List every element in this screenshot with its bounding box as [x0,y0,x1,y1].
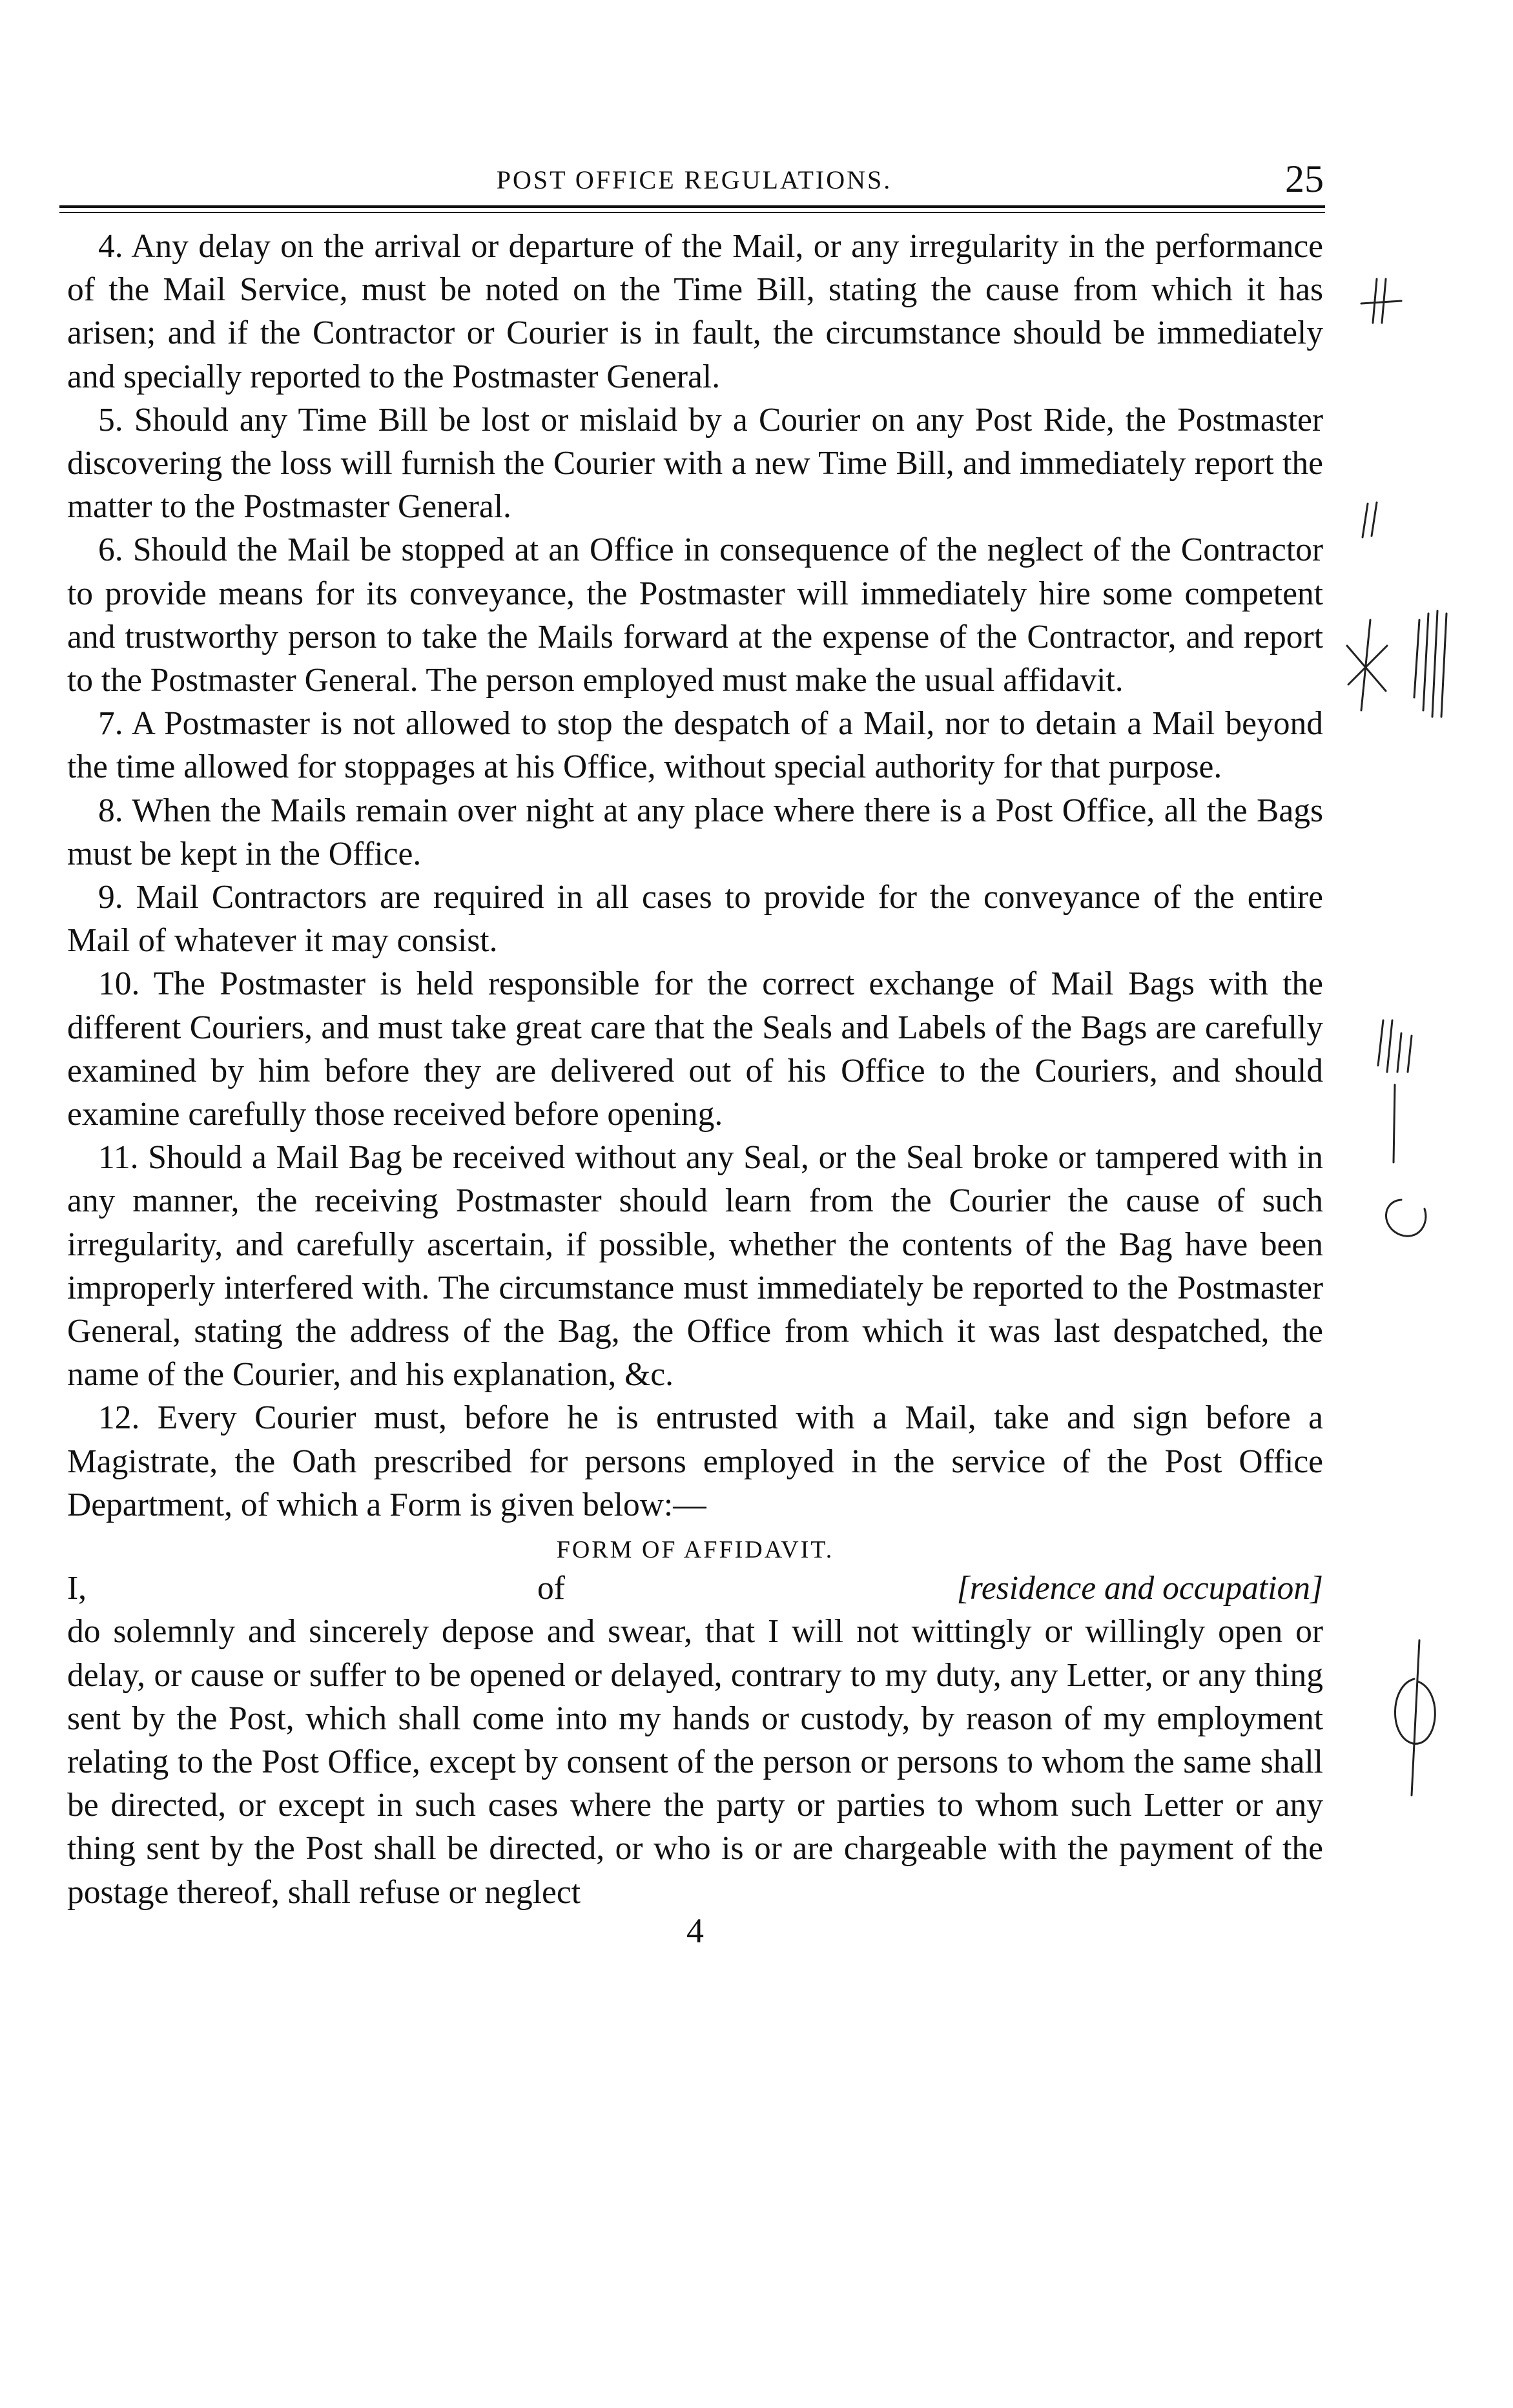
paragraph-6: 6. Should the Mail be stopped at an Office in consequence of the neglect of the Contractor to provide means for its conveyance, the Postmaster will immediately hire some competent and trustworthy person to take the Mails forward at the expense of the Contractor, and report to the Postmaster General. The person employed must make the usual affidavit. [67,531,1323,699]
tally-mark-icon [1361,279,1401,323]
paragraph-10: 10. The Postmaster is held responsible for the correct exchange of Mail Bags with the different Couriers, and must take great care that the Seals and Labels of the Bags are carefully examined by him before they are delivered out of his Office to the Couriers, and should examine carefully those received before opening. [67,965,1323,1133]
tally-mark-icon [1363,502,1377,537]
paragraph-4: 4. Any delay on the arrival or departure of the Mail, or any irregularity in the performance of the Mail Service, must be noted on the Time Bill, stating the cause from which it has arisen; and if the Contractor or Courier is in fault, the circumstance should be immediately and specially reported to the Postmaster General. [67,228,1323,395]
paragraph-12: 12. Every Courier must, before he is entrusted with a Mail, take and sign before a Magistrate, the Oath prescribed for persons employed in the service of the Post Office Department, of which a Form is given below:— [67,1399,1323,1523]
header-rule-thin [59,212,1325,213]
paragraph-5: 5. Should any Time Bill be lost or mislaid by a Courier on any Post Ride, the Postmaster discovering the loss will furnish the Courier with a new Time Bill, and immediately report the matter to the Postmaster General. [67,401,1323,526]
affidavit-residence: [residence and occupation] [956,1570,1323,1607]
tally-mark-icon [1378,1020,1412,1162]
body-text [67,225,1323,1950]
cross-tally-mark-icon [1347,611,1446,717]
affidavit-heading: FORM OF AFFIDAVIT. [556,1536,834,1564]
circle-mark-icon [1386,1200,1425,1236]
running-title: POST OFFICE REGULATIONS. [496,165,892,194]
running-head [65,158,1324,203]
affidavit-i: I, [67,1570,87,1607]
paragraph-9: 9. Mail Contractors are required in all cases to provide for the conveyance of the entire Mail of whatever it may consist. [67,879,1323,960]
signature-mark: 4 [686,1911,704,1950]
affidavit-text: do solemnly and sincerely depose and swear, that I will not wittingly or willingly open or delay, or cause or suffer to be opened or delayed, contrary to my duty, any Letter, or any thing sent by the Post, which shall come into my hands or custody, by reason of my employment relating to the Post Office, except by consent of the person or persons to whom the same shall be directed, or except in such cases where the party or parties to whom such Letter or any thing sent by the Post shall be directed, or who is or are chargeable with the payment of the postage thereof, shall refuse or neglect [67,1613,1323,1911]
header-rule-thick [59,205,1325,208]
paragraph-8: 8. When the Mails remain over night at any place where there is a Post Office, all the Bags must be kept in the Office. [67,792,1323,872]
phi-mark-icon [1395,1640,1435,1795]
paragraph-7: 7. A Postmaster is not allowed to stop the despatch of a Mail, nor to detain a Mail beyond the time allowed for stoppages at his Office, without special authority for that purpose. [67,705,1323,786]
affidavit-of: of [537,1570,565,1607]
affidavit-first-line [67,1567,1323,1610]
page-number: 25 [1285,158,1324,200]
paragraph-11: 11. Should a Mail Bag be received without any Seal, or the Seal broke or tampered with in any manner, the receiving Postmaster should learn from the Courier the cause of such irregularity, and carefully ascertain, if possible, whether the contents of the Bag have been improperly interfered with. The circumstance must immediately be reported to the Postmaster General, stating the address of the Bag, the Office from which it was last despatched, the name of the Courier, and his explanation, &c. [67,1139,1323,1394]
